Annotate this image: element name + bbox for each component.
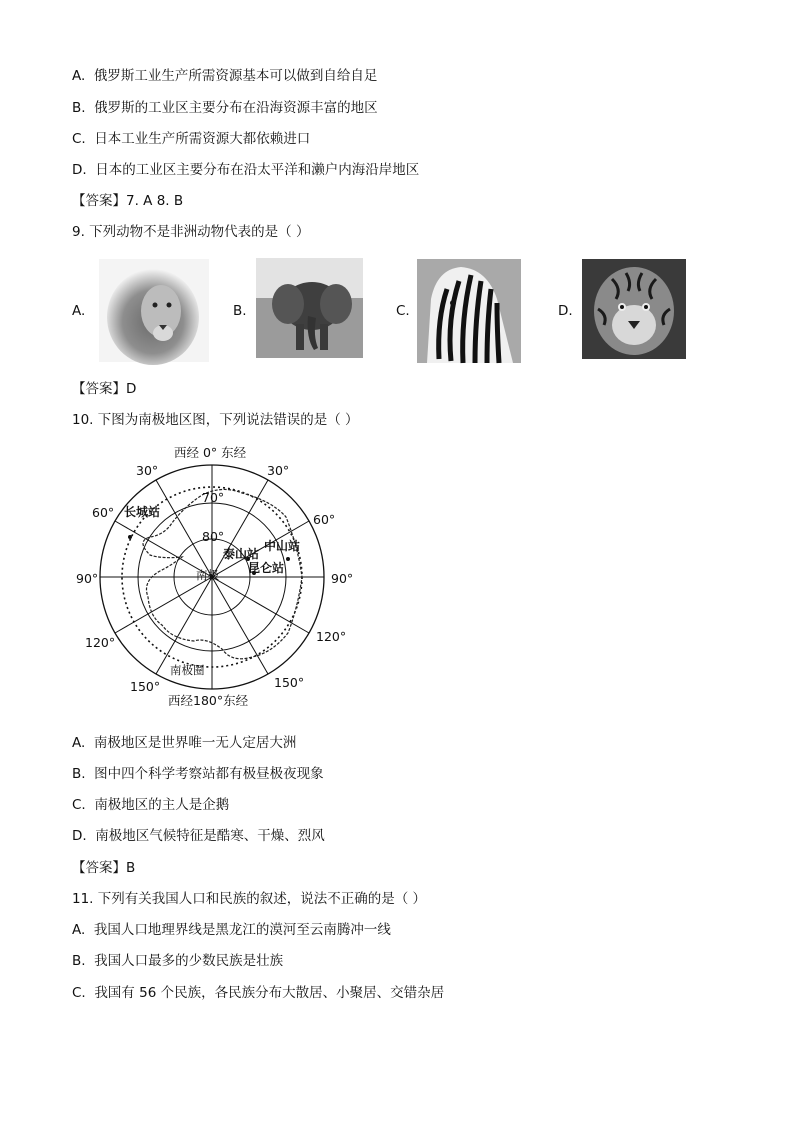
q11-stem: 11. 下列有关我国人口和民族的叙述，说法不正确的是（ ） <box>72 891 427 907</box>
q9-stem: 9. 下列动物不是非洲动物代表的是（ ） <box>72 224 310 240</box>
changcheng-station-label: 长城站 <box>124 505 161 519</box>
q10-option-d: D. 南极地区气候特征是酷寒、干燥、烈风 <box>72 828 325 844</box>
elephant-photo <box>256 258 363 358</box>
q11-option-c: C. 我国有 56 个民族，各民族分布大散居、小聚居、交错杂居 <box>72 985 445 1001</box>
zhongshan-station-label: 中山站 <box>264 539 301 553</box>
answer-text: D <box>126 381 137 397</box>
lon-60e: 60° <box>313 512 336 527</box>
pole-label: 南极 <box>196 568 219 582</box>
answer-tag: 【答案】 <box>72 381 126 397</box>
q9-option-d-letter: D. <box>558 303 573 319</box>
lon-90w: 90° <box>76 571 99 586</box>
map-top-label: 西经 0° 东经 <box>174 445 247 460</box>
lon-60w: 60° <box>92 505 115 520</box>
lon-30e: 30° <box>267 463 290 478</box>
answer-9 <box>72 380 136 398</box>
lon-30w: 30° <box>136 463 159 478</box>
kunlun-station-label: 昆仑站 <box>248 561 285 575</box>
q8-option-b: B. 俄罗斯的工业区主要分布在沿海资源丰富的地区 <box>72 100 378 116</box>
q9-option-b-letter: B. <box>233 303 247 319</box>
zebra-photo <box>417 259 521 363</box>
q8-option-a: A. 俄罗斯工业生产所需资源基本可以做到自给自足 <box>72 68 378 84</box>
q11-option-b: B. 我国人口最多的少数民族是壮族 <box>72 953 284 969</box>
lon-120w: 120° <box>85 635 116 650</box>
answer-7-8 <box>72 192 183 210</box>
q8-option-d: D. 日本的工业区主要分布在沿太平洋和濑户内海沿岸地区 <box>72 162 420 178</box>
q11-option-a: A. 我国人口地理界线是黑龙江的漠河至云南腾冲一线 <box>72 922 391 938</box>
q9-option-a-letter: A. <box>72 303 86 319</box>
lon-90e: 90° <box>331 571 354 586</box>
q9-option-c-letter: C. <box>396 303 410 319</box>
lion-photo <box>99 259 209 362</box>
answer-text: B <box>126 860 136 876</box>
q8-option-c: C. 日本工业生产所需资源大都依赖进口 <box>72 131 311 147</box>
lat-80-label: 80° <box>202 529 225 544</box>
answer-text: 7. A 8. B <box>126 193 184 209</box>
lon-120e: 120° <box>316 629 347 644</box>
lon-150e: 150° <box>274 675 305 690</box>
map-bottom-label: 西经180°东经 <box>168 693 249 708</box>
answer-tag: 【答案】 <box>72 193 126 209</box>
lon-150w: 150° <box>130 679 161 694</box>
q10-stem: 10. 下图为南极地区图，下列说法错误的是（ ） <box>72 412 359 428</box>
q10-option-c: C. 南极地区的主人是企鹅 <box>72 797 230 813</box>
antarctica-map <box>76 440 372 712</box>
answer-tag: 【答案】 <box>72 860 126 876</box>
q10-option-b: B. 图中四个科学考察站都有极昼极夜现象 <box>72 766 324 782</box>
answer-10 <box>72 859 135 877</box>
antarctic-circle-label: 南极圈 <box>170 663 205 677</box>
q10-option-a: A. 南极地区是世界唯一无人定居大洲 <box>72 735 297 751</box>
tiger-photo <box>582 259 686 359</box>
taishan-station-label: 泰山站 <box>223 547 260 561</box>
lat-70-label: 70° <box>202 490 225 505</box>
